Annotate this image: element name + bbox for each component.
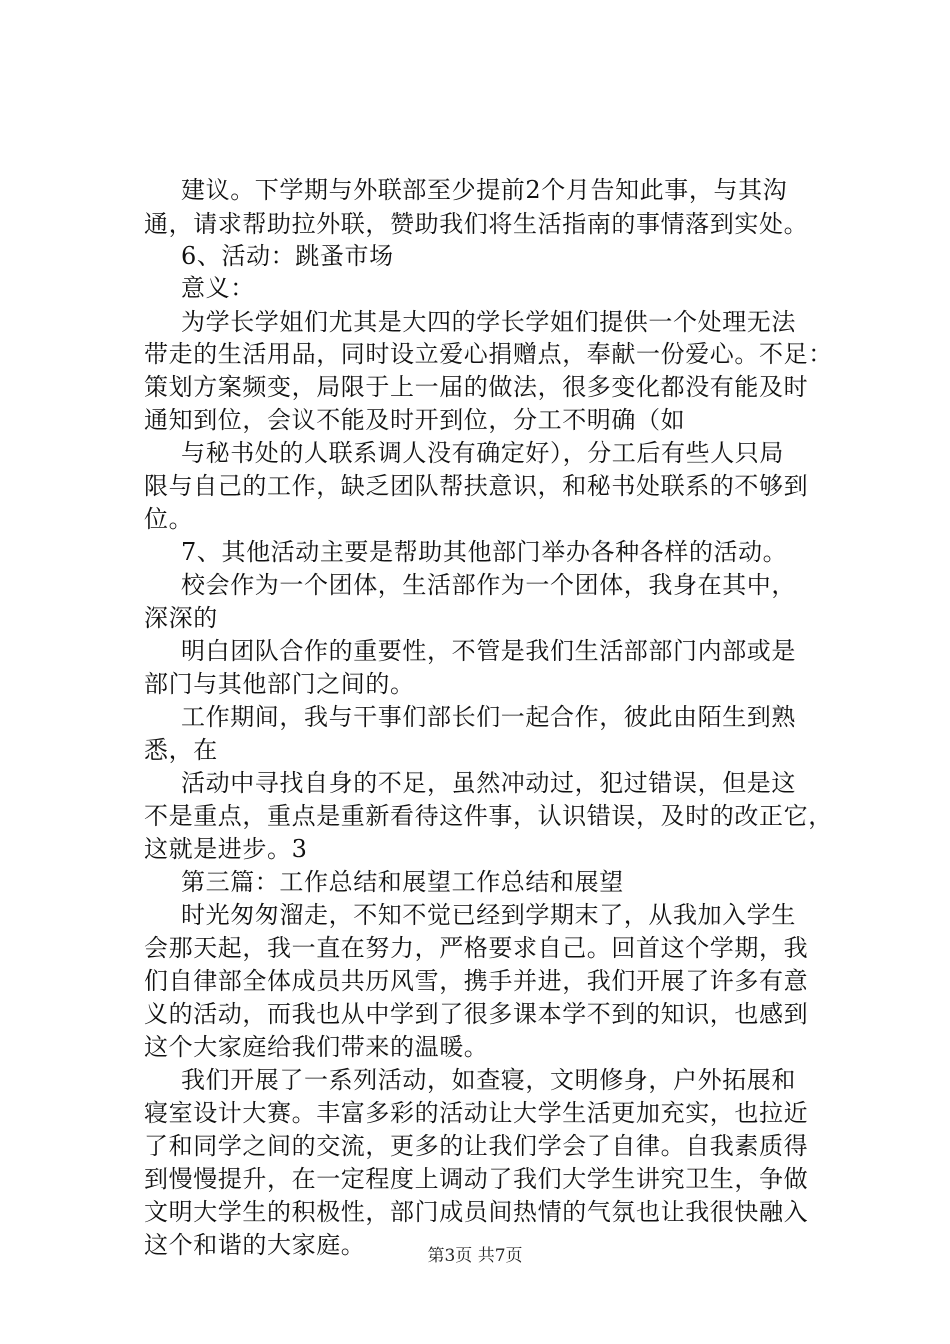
text-line: 我们开展了一系列活动，如查寝，文明修身，户外拓展和	[181, 1066, 796, 1094]
text-line: 寝室设计大赛。丰富多彩的活动让大学生活更加充实，也拉近	[144, 1099, 809, 1127]
text-line: 会那天起，我一直在努力，严格要求自己。回首这个学期，我	[144, 934, 809, 962]
text-line: 到慢慢提升，在一定程度上调动了我们大学生讲究卫生，争做	[144, 1165, 809, 1193]
text-line: 通知到位，会议不能及时开到位，分工不明确（如	[144, 406, 686, 434]
text-line: 限与自己的工作，缺乏团队帮扶意识，和秘书处联系的不够到	[144, 472, 809, 500]
page-number: 第3页 共7页	[427, 1246, 523, 1266]
text-line: 义的活动，而我也从中学到了很多课本学不到的知识，也感到	[144, 1000, 809, 1028]
text-line: 6、活动：跳蚤市场	[181, 242, 394, 270]
text-line: 通，请求帮助拉外联，赞助我们将生活指南的事情落到实处。	[144, 210, 809, 238]
text-line: 部门与其他部门之间的。	[144, 670, 415, 698]
text-line: 不是重点，重点是重新看待这件事，认识错误，及时的改正它，	[144, 802, 833, 830]
text-line: 与秘书处的人联系调人没有确定好），分工后有些人只局	[181, 439, 784, 467]
text-line: 文明大学生的积极性，部门成员间热情的气氛也让我很快融入	[144, 1198, 809, 1226]
text-line: 这就是进步。3	[144, 835, 308, 863]
text-line: 了和同学之间的交流，更多的让我们学会了自律。自我素质得	[144, 1132, 809, 1160]
section-heading: 第三篇：工作总结和展望工作总结和展望	[181, 868, 624, 896]
text-line: 7、其他活动主要是帮助其他部门举办各种各样的活动。	[181, 538, 788, 566]
text-line: 这个大家庭给我们带来的温暖。	[144, 1033, 489, 1061]
text-line: 建议。下学期与外联部至少提前2个月告知此事，与其沟	[181, 176, 788, 204]
text-line: 深深的	[144, 604, 218, 632]
text-line: 这个和谐的大家庭。	[144, 1231, 366, 1259]
text-line: 为学长学姐们尤其是大四的学长学姐们提供一个处理无法	[181, 308, 796, 336]
text-line: 时光匆匆溜走，不知不觉已经到学期末了，从我加入学生	[181, 901, 796, 929]
text-line: 意义：	[181, 274, 255, 302]
text-line: 工作期间，我与干事们部长们一起合作，彼此由陌生到熟	[181, 703, 796, 731]
text-line: 校会作为一个团体，生活部作为一个团体，我身在其中，	[181, 571, 796, 599]
text-line: 活动中寻找自身的不足，虽然冲动过，犯过错误，但是这	[181, 769, 796, 797]
text-line: 们自律部全体成员共历风雪，携手并进，我们开展了许多有意	[144, 967, 809, 995]
text-line: 位。	[144, 505, 194, 533]
text-line: 带走的生活用品，同时设立爱心捐赠点，奉献一份爱心。不足：	[144, 340, 833, 368]
text-line: 策划方案频变，局限于上一届的做法，很多变化都没有能及时	[144, 373, 809, 401]
text-line: 明白团队合作的重要性，不管是我们生活部部门内部或是	[181, 637, 796, 665]
text-line: 悉，在	[144, 736, 218, 764]
